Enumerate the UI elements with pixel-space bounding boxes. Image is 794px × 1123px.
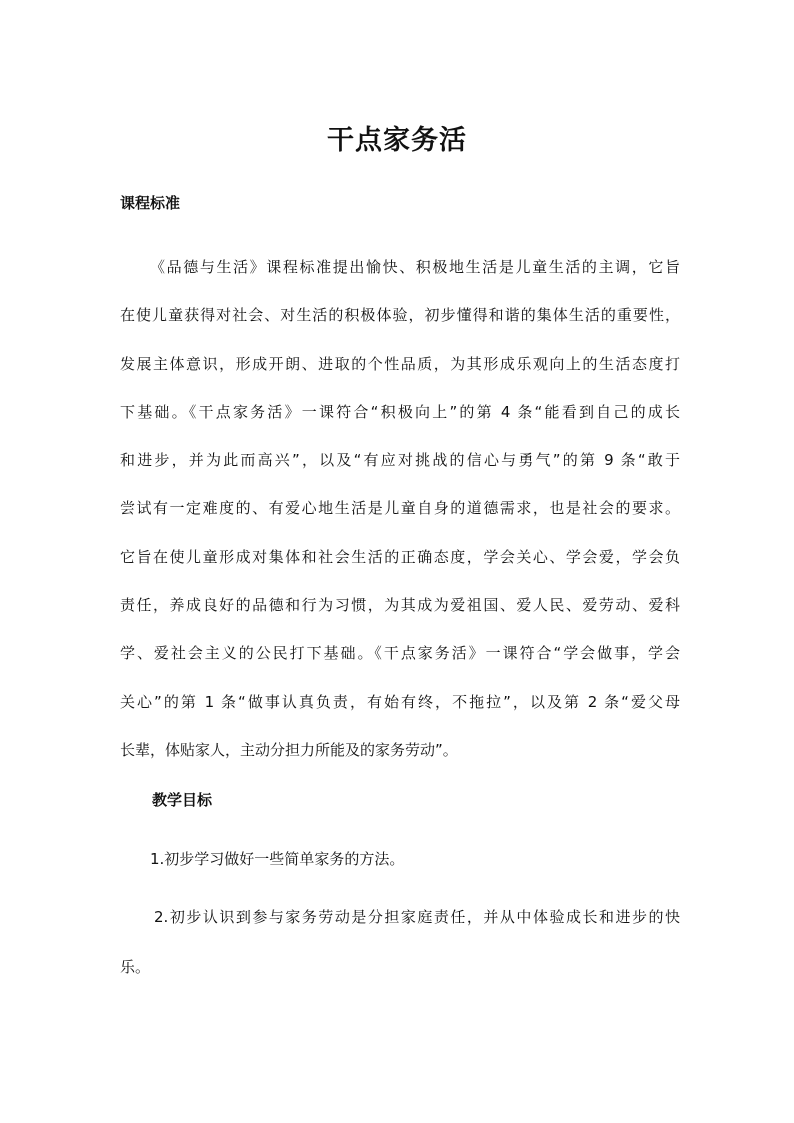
paragraph-line: 它旨在使儿童形成对集体和社会生活的正确态度，学会关心、学会爱，学会负: [120, 547, 680, 566]
paragraph-line: 长辈，体贴家人，主动分担力所能及的家务劳动”。: [120, 740, 458, 759]
teaching-goal-1: 1.初步学习做好一些简单家务的方法。: [150, 850, 405, 868]
paragraph-line: 关心”的第 1 条“做事认真负责，有始有终，不拖拉”，以及第 2 条“爱父母: [120, 692, 680, 711]
section-heading-curriculum-standard: 课程标准: [120, 194, 181, 212]
paragraph-line: 尝试有一定难度的、有爱心地生活是儿童自身的道德需求，也是社会的要求。: [120, 499, 680, 518]
document-title: 干点家务活: [327, 125, 467, 156]
paragraph-line: 下基础。《干点家务活》一课符合“积极向上”的第 4 条“能看到自己的成长: [120, 402, 680, 421]
teaching-goal-2: 2.初步认识到参与家务劳动是分担家庭责任，并从中体验成长和进步的快: [154, 908, 680, 926]
section-heading-teaching-goals: 教学目标: [152, 791, 213, 809]
paragraph-line: 《品德与生活》课程标准提出愉快、积极地生活是儿童生活的主调，它旨: [150, 258, 680, 276]
paragraph-line: 和进步，并为此而高兴”，以及“有应对挑战的信心与勇气”的第 9 条“敢于: [120, 451, 680, 470]
teaching-goal-2-continued: 乐。: [120, 958, 151, 976]
paragraph-line: 在使儿童获得对社会、对生活的积极体验，初步懂得和谐的集体生活的重要性，: [120, 306, 680, 325]
paragraph-line: 责任，养成良好的品德和行为习惯，为其成为爱祖国、爱人民、爱劳动、爱科: [120, 596, 680, 615]
curriculum-standard-paragraph: [120, 243, 680, 774]
paragraph-line: 发展主体意识，形成开朗、进取的个性品质，为其形成乐观向上的生活态度打: [120, 354, 680, 373]
paragraph-line: 学、爱社会主义的公民打下基础。《干点家务活》一课符合“学会做事，学会: [120, 644, 680, 663]
